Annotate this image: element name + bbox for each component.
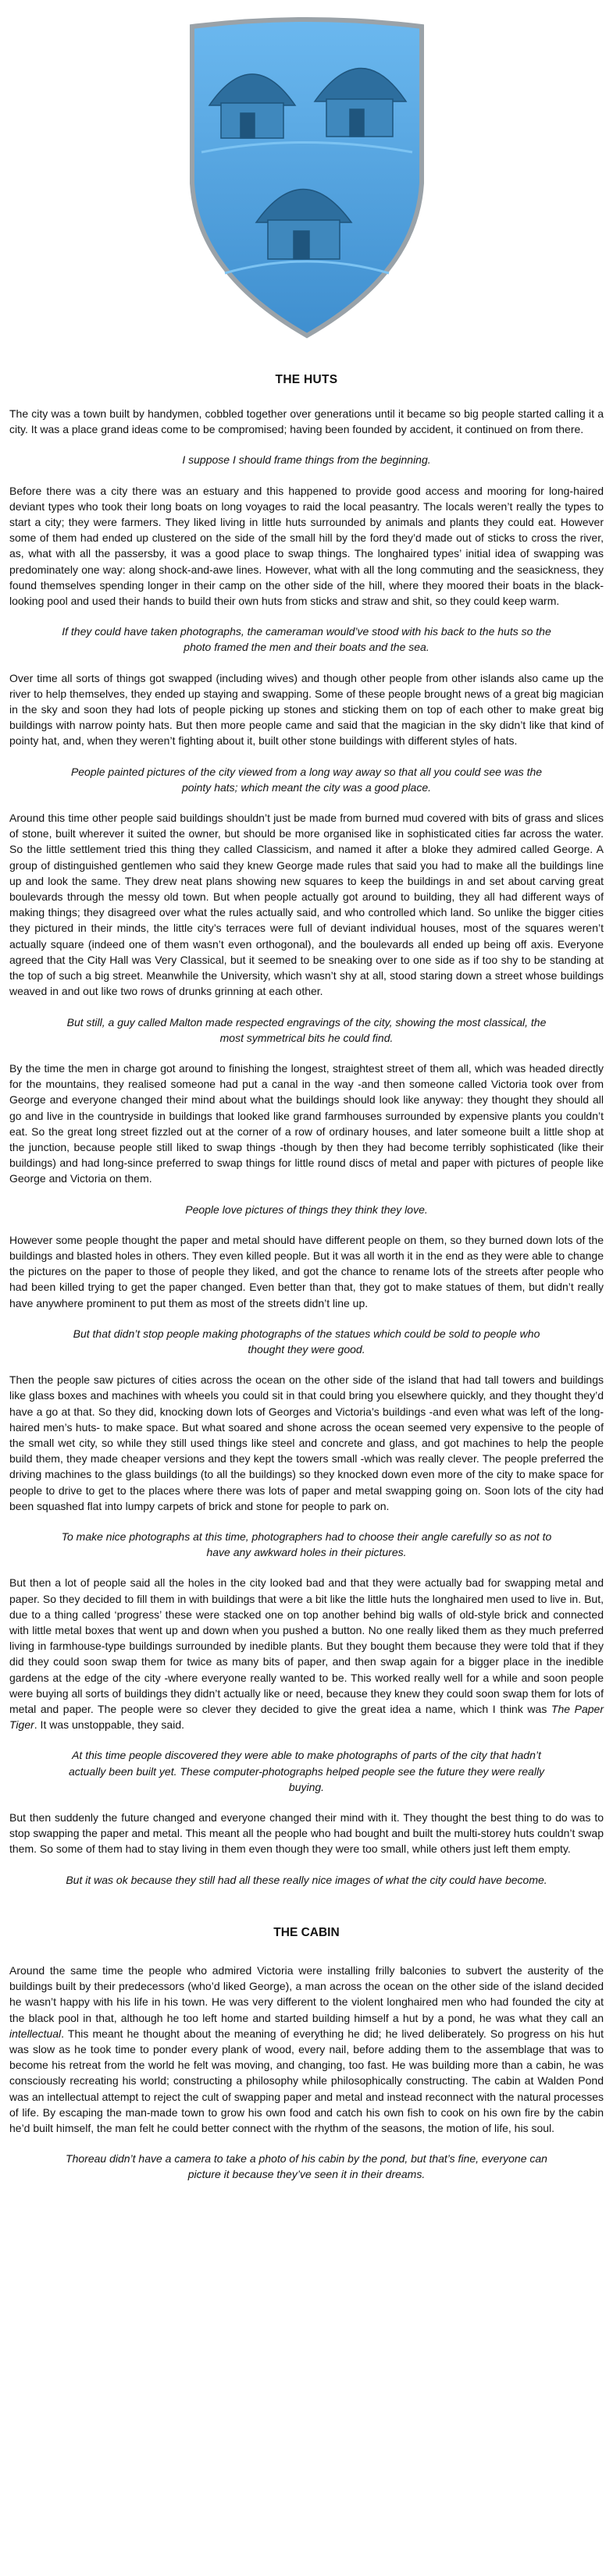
paragraph: The city was a town built by handymen, cobbled together over generations until it became so big people started calling it a city. It was a place grand ideas come to be compromised; having been founded by accident, it continued on from there. [9,407,604,436]
section-title: THE CABIN [273,1925,340,1939]
paragraph: Then the people saw pictures of cities across the ocean on the other side of the island that had tall towers and buildings like glass boxes and machines with wheels you could sit in that could bring you elsewhere quickly, and they thought they’d have a go at that. So they did, knocking down lots of Georges and Victoria’s buildings -and even what was left of the long-haired men’s huts- to make space. But what soared and shone across the ocean seemed very expensive to the people of the small wet city, so while they still used things like steel and concrete and glass, and got machines to help the people build them, they made cheaper versions and they kept the towers small -which was really clever. The people preferred the driving machines to the glass buildings (to all the buildings) so they knocked down even more of the city to make space for people to drive to get to the places where there was lots of paper and metal swapping going on. Soon lots of the city had been squashed flat into lumpy carpets of brick and stone for people to park on. [9,1373,604,1512]
caption-quote: To make nice photographs at this time, photographers had to choose their angle carefully so as not to have any awkward holes in their pictures. [61,1530,552,1559]
paragraph: By the time the men in charge got around to finishing the longest, straightest street of them all, which was headed directly for the mountains, they realised someone had put a canal in the way -and then someone called Victoria took over from George and everyone changed their mind about what the buildings should look like anyway: they thought they should all go and live in the countryside in buildings that looked like grand farmhouses surrounded by expensive plants you couldn’t eat. So the great long street fizzled out at the corner of a row of ordinary houses, and later someone built a little shop at the junction, because people still liked to swap things -though by then they had become terribly sophisticated (like their buildings) and had long-since preferred to swap things for little round discs of metal and paper with pictures of people like George and Victoria on them. [9,1061,604,1185]
caption-quote: I suppose I should frame things from the beginning. [182,453,431,467]
article-body [9,406,604,2198]
caption-quote: But that didn’t stop people making photographs of the statues which could be sold to people who thought they were good. [73,1327,540,1356]
text-span: . It was unstoppable, they said. [34,1718,185,1732]
crest-icon [178,16,436,343]
caption-quote: But it was ok because they still had all these really nice images of what the city could have become. [66,1873,547,1886]
text-span: Around the same time the people who admired Victoria were installing frilly balconies to subvert the austerity of the buildings built by their predecessors (who’d liked George), a man across the ocean on the other side of the island decided he wasn’t happy with his life in his town. He was very different to the violent longhaired men who had founded the city at the black pool in that, although he too left home and started building himself a hut by a pond, he was what they call an [9,1964,604,2024]
caption-quote: People love pictures of things they think they love. [185,1203,428,1216]
caption-quote: At this time people discovered they were able to make photographs of parts of the city that hadn’t actually been built yet. These computer-photographs helped people see the future they were really buying. [68,1749,545,1793]
paragraph: Over time all sorts of things got swapped (including wives) and though other people from other islands also came up the river to help themselves, they ended up staying and swapping. Some of these people brought news of a great big magician in the sky and soon they had lots of people picking up stones and sticking them on top of each other to make great big buildings with narrow pointy hats. But then more people came and said that the magician in the sky didn’t like that kind of pointy hat, and, when they weren’t fighting about it, built other stone buildings with different styles of hats. [9,671,604,748]
text-span: . This meant he thought about the meaning of everything he did; he lived deliberately. So progress on his hut was slow as he took time to ponder every plank of wood, every nail, before adding them to the assemblage that was to become his retreat from the world he felt was moving, and changing, too fast. He was building more than a cabin, he was consciously recreating his world; constructing a philosophy while philosophically constructing. The cabin at Walden Pond was an intellectual attempt to reject the cult of swapping paper and metal and instead reconnect with the natural processes of life. By escaping the man-made town to grow his own food and catch his own fish to cook on his own fire by the cabin he’d built himself, the man felt he could better connect with the rhythm of the seasons, the motion of life, his soul. [9,2027,604,2135]
caption-quote: But still, a guy called Malton made respected engravings of the city, showing the most classical, the most symmetrical bits he could find. [66,1015,547,1044]
paragraph: But then suddenly the future changed and everyone changed their mind with it. They thought the best thing to do was to stop swapping the paper and metal. This meant all the people who had bought and built the multi-storey huts couldn’t swap them. So some of them had to stay living in them even though they were too small, while others just left them empty. [9,1811,604,1856]
caption-quote: People painted pictures of the city viewed from a long way away so that all you could see was the pointy hats; which meant the city was a good place. [70,765,543,794]
paragraph [9,1575,604,1732]
caption-quote: Thoreau didn’t have a camera to take a photo of his cabin by the pond, but that’s fine, everyone can picture it because they’ve seen it in their dreams. [66,2152,547,2181]
emphasis: The Paper Tiger [9,1703,604,1732]
caption-quote: If they could have taken photographs, the cameraman would’ve stood with his back to the huts so the photo framed the men and their boats and the sea. [62,625,551,654]
paragraph: Before there was a city there was an estuary and this happened to provide good access and mooring for long-haired deviant types who took their long boats on long voyages to raid the local peasantry. The locals weren’t really the types to start a city; they were farmers. They liked living in little huts surrounded by animals and plants they could eat. However some of them had ended up clustered on the side of the small hill by the ford they’d made out of sticks to cross the river, as, what with all the passersby, it was a good place to swap things. The longhaired types’ initial idea of swapping was predominately one way: along shock-and-awe lines. However, what with all the long commuting and the seasickness, they found themselves spending longer in their camp on the other side of the hill, where they moored their boats in the black-looking pool and used their hands to build their own huts from sticks and straw and shit, so they could keep warm. [9,484,604,608]
paragraph [9,1963,604,2136]
emphasis: intellectual [9,2027,62,2040]
paragraph: Around this time other people said buildings shouldn’t just be made from burned mud covered with bits of grass and slices of stone, built wherever it suited the owner, but should be more organised like in sophisticated cities far across the water. So the little settlement tried this thing they called Classicism, and named it after a bloke they admired called George. A group of distinguished gentlemen who said they knew George made rules that said you had to make all the buildings line up and look the same. They drew neat plans showing new squares to keep the buildings in and set about carving great boulevards through the messy old town. But when people actually got around to building, they all had different ways of making things; they disagreed over what the rules actually said, and who controlled which land. So unlike the bigger cities they pictured in their minds, the little city’s terraces were full of deviant individual houses, most of the squares weren’t actually square (indeed one of them wasn’t even orthogonal), and the boulevards all ended up being off axis. Everyone agreed that the City Hall was Very Classical, but it seemed to be sneaking over to one side as if too shy to be standing at the top of such a big street. Meanwhile the University, which wasn’t shy at all, stood staring down a street whose buildings weaved in and out like two rows of drunks grinning at each other. [9,812,604,998]
paragraph: However some people thought the paper and metal should have different people on them, so they burned down lots of the buildings and blasted holes in others. They even killed people. But it was all worth it in the end as they were able to change the pictures on the paper to those of people they liked, and got the chance to rename lots of the streets after people who had been killed trying to get the paper changed. Even better than that, they got to make statues of them, but didn’t really have anywhere prominent to put them as most of the streets didn’t line up. [9,1233,604,1309]
text-span: But then a lot of people said all the holes in the city looked bad and that they were actually bad for swapping metal and paper. So they decided to fill them in with buildings that were a bit like the little huts the longhaired men used to live in. But, due to a thing called ‘progress’ these were stacked one on top another behind big walls of old-style brick and connected with little metal boxes that went up and down when you pushed a button. No one really liked them as they much preferred living in farmhouse-type buildings surrounded by inedible plants. But they bought them because they were told that if they did they could soon swap them for twice as many bits of paper, and then swap again for a bigger place in the inedible gardens at the edge of the city -where everyone really wanted to be. This worked really well for a while and soon people were buying all sorts of buildings they didn’t actually like or need, because they knew they could soon swap them for lots of metal and paper. The people were so clever they decided to give the great idea a name, which I think was [9,1576,604,1716]
section-title: THE HUTS [275,373,338,386]
